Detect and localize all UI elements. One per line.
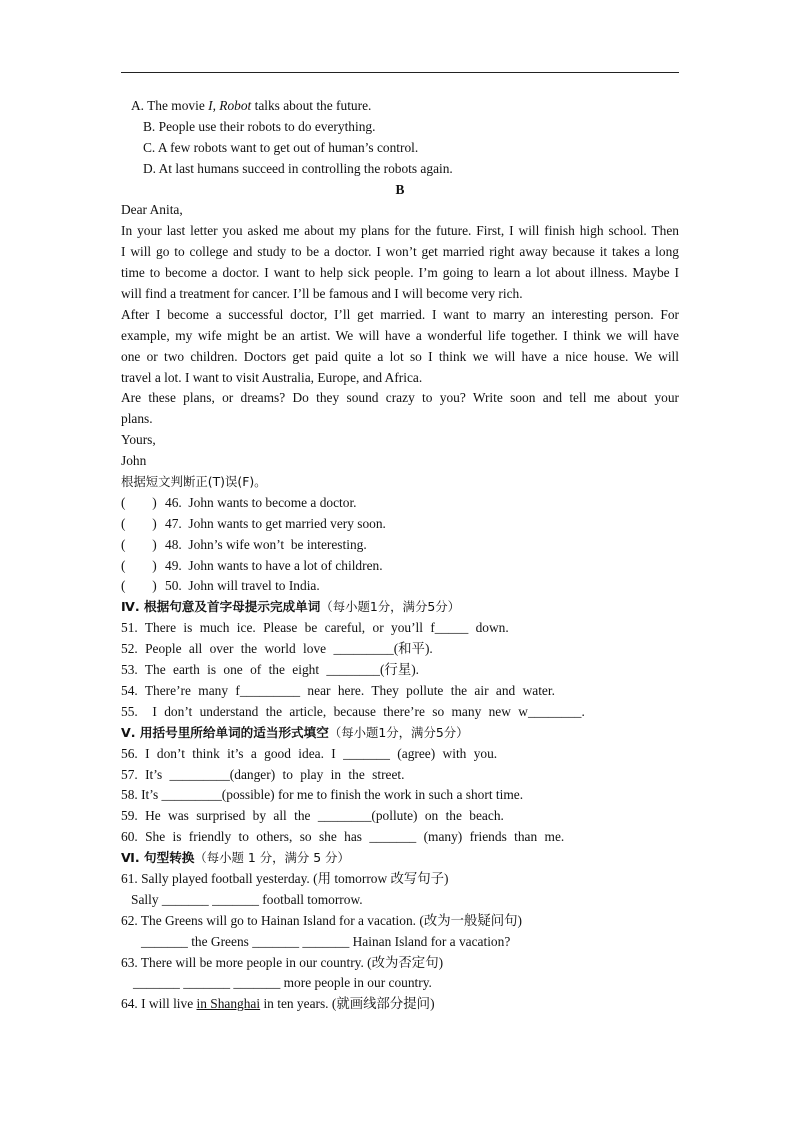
question-item: 63. There will be more people in our country. (改为否定句) — [121, 954, 444, 970]
tf-item-text: 47. John wants to get married very soon. — [165, 515, 386, 531]
tf-item-text: 48. John’s wife won’t be interesting. — [165, 536, 367, 552]
tf-item — [121, 493, 679, 514]
tf-item-text: 46. John wants to become a doctor. — [165, 494, 357, 510]
option-b: B. People use their robots to do everything. — [143, 118, 376, 134]
question-item: 61. Sally played football yesterday. (用 tomorrow 改写句子) — [121, 870, 449, 886]
option-c: C. A few robots want to get out of human’s control. — [143, 139, 419, 155]
question-item — [121, 994, 679, 1015]
option-d: D. At last humans succeed in controlling the robots again. — [143, 160, 453, 176]
tf-item-text: 50. John will travel to India. — [165, 578, 320, 594]
question-text-end: in ten years. (就画线部分提问) — [260, 996, 435, 1012]
passage-heading: B — [395, 181, 405, 197]
question-item: 55. I don’t understand the article, because there’re so many new w________. — [121, 703, 585, 719]
section-title: Ⅵ. 句型转换 — [121, 850, 195, 866]
option-a-text-end: talks about the future. — [251, 98, 372, 113]
answer-line: _______ _______ _______ more people in our country. — [133, 975, 432, 991]
section-6-heading — [121, 848, 679, 869]
question-item: 51. There is much ice. Please be careful, or you’ll f_____ down. — [121, 620, 509, 636]
tf-item — [121, 556, 679, 577]
letter-line: plans. — [121, 411, 153, 427]
section-note: （每小题1分，满分5分） — [328, 724, 469, 740]
option-a — [121, 96, 679, 117]
question-item: 60. She is friendly to others, so she has _______ (many) friends than me. — [121, 829, 565, 845]
section-5-heading — [121, 723, 679, 744]
section-title: Ⅳ. 根据句意及首字母提示完成单词 — [121, 599, 321, 615]
letter-line: one or two children. Doctors get paid quite a lot so I think we will have a nice house. We will — [121, 348, 679, 364]
letter-line: After I become a successful doctor, I’ll get married. I want to marry an interesting person. For — [121, 306, 679, 322]
question-item: 54. There’re many f_________ near here. They pollute the air and water. — [121, 682, 555, 698]
answer-line: _______ the Greens _______ _______ Hainan Island for a vacation? — [141, 933, 511, 949]
underlined-phrase: in Shanghai — [196, 996, 261, 1012]
letter-closing: Yours, — [121, 432, 156, 448]
exam-document — [121, 96, 679, 1015]
answer-bracket[interactable]: ( ) — [121, 536, 157, 552]
tf-item-text: 49. John wants to have a lot of children. — [165, 557, 383, 573]
tf-instruction: 根据短文判断正(T)误(F)。 — [121, 474, 267, 490]
question-item: 57. It’s _________(danger) to play in the street. — [121, 766, 405, 782]
section-note: （每小题1分，满分5分） — [320, 599, 461, 615]
letter-line: example, my wife might be an artist. We will have a wonderful life together. I think we will have — [121, 327, 679, 343]
section-title: Ⅴ. 用括号里所给单词的适当形式填空 — [121, 724, 329, 740]
answer-bracket[interactable]: ( ) — [121, 494, 157, 510]
letter-line: time to become a doctor. I want to help sick people. I’m going to learn a lot about illness. Maybe I — [121, 265, 679, 281]
letter-salutation: Dear Anita, — [121, 202, 183, 218]
letter-line: Are these plans, or dreams? Do they sound crazy to you? Write soon and tell me about your — [121, 390, 679, 406]
letter-signature: John — [121, 453, 147, 469]
letter-line: will find a treatment for cancer. I’ll be famous and I will become very rich. — [121, 286, 523, 302]
section-note: （每小题 1 分，满分 5 分） — [194, 850, 350, 866]
question-item: 52. People all over the world love _________(和平). — [121, 641, 433, 657]
section-4-heading — [121, 597, 679, 618]
answer-bracket[interactable]: ( ) — [121, 578, 157, 594]
letter-line: I will go to college and study to be a doctor. I won’t get married right away because it takes a long — [121, 244, 679, 260]
movie-title: I, Robot — [208, 98, 252, 113]
header-rule — [121, 72, 679, 73]
question-item: 62. The Greens will go to Hainan Island for a vacation. (改为一般疑问句) — [121, 912, 523, 928]
tf-item — [121, 576, 679, 597]
option-a-text: A. The movie — [131, 98, 209, 113]
answer-line: Sally _______ _______ football tomorrow. — [131, 891, 363, 907]
answer-bracket[interactable]: ( ) — [121, 515, 157, 531]
tf-item — [121, 535, 679, 556]
tf-item — [121, 514, 679, 535]
question-item: 58. It’s _________(possible) for me to finish the work in such a short time. — [121, 787, 524, 803]
question-item: 56. I don’t think it’s a good idea. I _______ (agree) with you. — [121, 745, 498, 761]
letter-line: travel a lot. I want to visit Australia, Europe, and Africa. — [121, 369, 423, 385]
question-item: 53. The earth is one of the eight ________(行星). — [121, 662, 420, 678]
question-item: 59. He was surprised by all the ________(pollute) on the beach. — [121, 808, 504, 824]
letter-line: In your last letter you asked me about my plans for the future. First, I will finish high school. Then — [121, 223, 679, 239]
answer-bracket[interactable]: ( ) — [121, 557, 157, 573]
question-text: 64. I will live — [121, 996, 197, 1012]
